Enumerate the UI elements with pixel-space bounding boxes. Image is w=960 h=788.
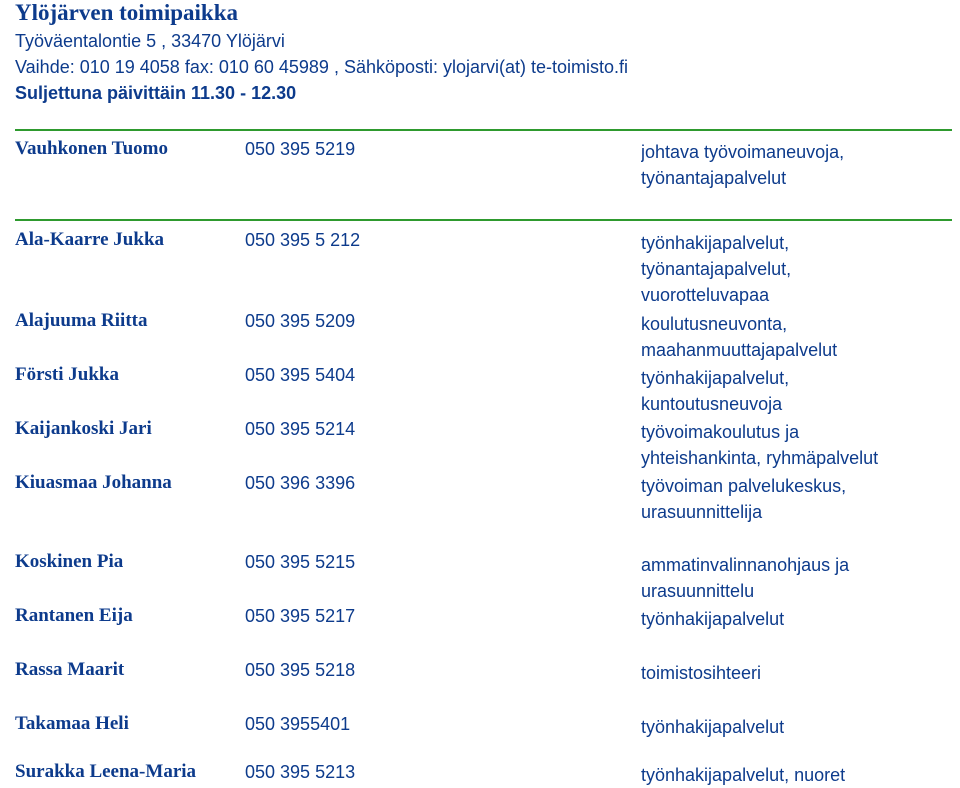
staff-phone: 050 395 5213	[245, 762, 356, 782]
staff-role	[641, 230, 956, 308]
staff-role-line: työnantajapalvelut	[641, 168, 787, 188]
staff-role-line: kuntoutusneuvoja	[641, 394, 783, 414]
staff-name: Kaijankoski Jari	[15, 418, 152, 439]
divider-rule	[15, 129, 952, 131]
staff-name: Alajuuma Riitta	[15, 310, 148, 331]
staff-role-line: yhteishankinta, ryhmäpalvelut	[641, 448, 879, 468]
staff-role	[641, 552, 956, 604]
staff-role-line: työnhakijapalvelut	[641, 609, 785, 629]
staff-role	[641, 606, 956, 632]
staff-role-line: työvoiman palvelukeskus,	[641, 476, 847, 496]
staff-role-line: työnantajapalvelut,	[641, 259, 792, 279]
staff-name: Försti Jukka	[15, 364, 119, 385]
staff-phone: 050 395 5 212	[245, 230, 361, 250]
staff-role	[641, 714, 956, 740]
staff-role-line: työnhakijapalvelut, nuoret	[641, 765, 846, 785]
staff-name: Rantanen Eija	[15, 605, 133, 626]
staff-role-line: koulutusneuvonta,	[641, 314, 788, 334]
staff-phone: 050 395 5214	[245, 419, 356, 439]
divider-rule	[15, 219, 952, 221]
staff-role-line: työnhakijapalvelut,	[641, 233, 790, 253]
office-address: Työväentalontie 5 , 33470 Ylöjärvi	[15, 31, 285, 51]
staff-name: Kiuasmaa Johanna	[15, 472, 172, 493]
staff-name: Ala-Kaarre Jukka	[15, 229, 165, 250]
staff-phone: 050 395 5215	[245, 552, 356, 572]
staff-role	[641, 473, 956, 525]
staff-phone: 050 395 5404	[245, 365, 356, 385]
office-closed-hours: Suljettuna päivittäin 11.30 - 12.30	[15, 83, 297, 103]
staff-role-line: urasuunnittelija	[641, 502, 763, 522]
staff-role-line: toimistosihteeri	[641, 663, 762, 683]
staff-name: Koskinen Pia	[15, 551, 124, 572]
staff-role-line: vuorotteluvapaa	[641, 285, 770, 305]
staff-phone: 050 395 5209	[245, 311, 356, 331]
staff-role-line: työvoimakoulutus ja	[641, 422, 800, 442]
staff-role	[641, 762, 956, 788]
staff-role	[641, 365, 956, 417]
staff-phone: 050 395 5219	[245, 139, 356, 159]
staff-phone: 050 395 5218	[245, 660, 356, 680]
staff-phone: 050 396 3396	[245, 473, 356, 493]
staff-role	[641, 419, 956, 471]
staff-name: Takamaa Heli	[15, 713, 129, 734]
staff-name: Vauhkonen Tuomo	[15, 138, 168, 159]
staff-role-line: johtava työvoimaneuvoja,	[641, 142, 845, 162]
staff-role-line: urasuunnittelu	[641, 581, 755, 601]
staff-role-line: maahanmuuttajapalvelut	[641, 340, 838, 360]
staff-role-line: ammatinvalinnanohjaus ja	[641, 555, 850, 575]
office-title: Ylöjärven toimipaikka	[15, 0, 238, 25]
staff-name: Rassa Maarit	[15, 659, 125, 680]
office-contact: Vaihde: 010 19 4058 fax: 010 60 45989 , Sähköposti: ylojarvi(at) te-toimisto.fi	[15, 57, 629, 77]
staff-phone: 050 395 5217	[245, 606, 356, 626]
staff-role	[641, 311, 956, 363]
staff-role-line: työnhakijapalvelut	[641, 717, 785, 737]
staff-role	[641, 660, 956, 686]
staff-role	[641, 139, 956, 191]
staff-name: Surakka Leena-Maria	[15, 761, 197, 782]
staff-role-line: työnhakijapalvelut,	[641, 368, 790, 388]
staff-phone: 050 3955401	[245, 714, 351, 734]
